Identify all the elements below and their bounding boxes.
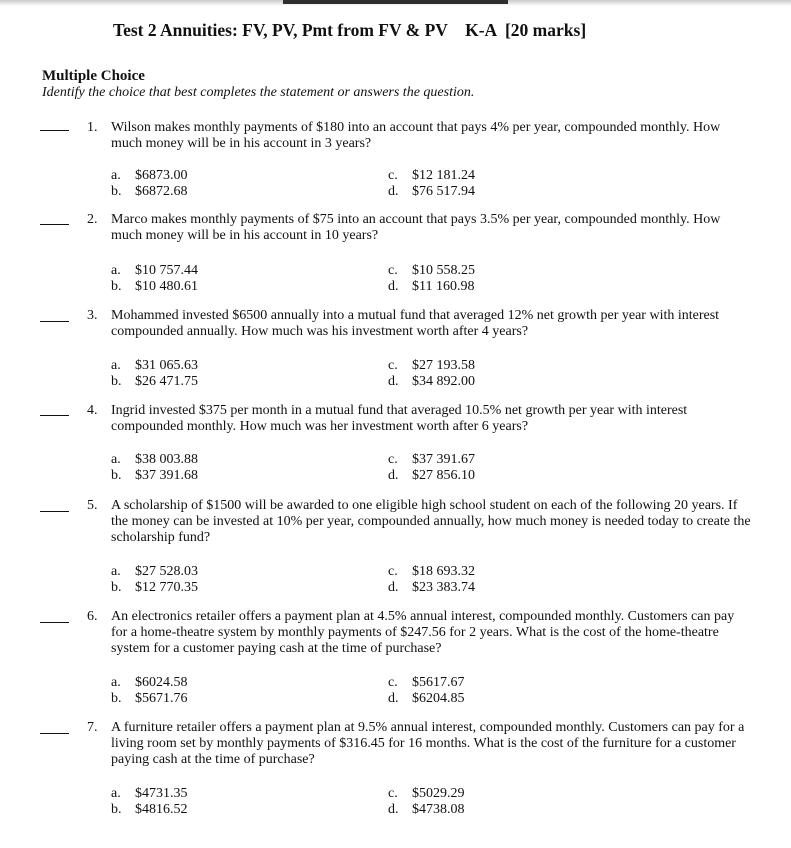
question-text: An electronics retailer offers a payment plan at 4.5% annual interest, compounded monthly. Customers can pay for a home-theatre system by monthly payments of $247.56 for 2 years. What is the cost of the home-theatre system for a customer paying cash at the time of purchase?: [111, 609, 735, 656]
option-d: d. $4738.08: [388, 802, 465, 817]
option-d: d. $11 160.98: [388, 279, 475, 294]
answer-blank[interactable]: [40, 622, 69, 623]
answer-blank[interactable]: [40, 130, 69, 131]
option-c: c. $27 193.58: [388, 358, 475, 373]
question-text: Wilson makes monthly payments of $180 into an account that pays 4% per year, compounded monthly. How much money will be in his account in 3 years?: [111, 120, 721, 151]
option-b: b. $26 471.75: [111, 374, 198, 389]
option-b: b. $5671.76: [111, 691, 188, 706]
question-number: 7.: [87, 720, 98, 735]
question-number: 4.: [87, 403, 98, 418]
option-a: a. $31 065.63: [111, 358, 198, 373]
option-c: c. $10 558.25: [388, 263, 475, 278]
question-number: 1.: [87, 120, 98, 135]
question-text: Mohammed invested $6500 annually into a mutual fund that averaged 12% net growth per year with interest compounded annually. How much was his investment worth after 4 years?: [111, 308, 720, 339]
option-a: a. $6873.00: [111, 168, 188, 183]
answer-blank[interactable]: [40, 224, 69, 225]
option-c: c. $18 693.32: [388, 564, 475, 579]
answer-blank[interactable]: [40, 733, 69, 734]
option-b: b. $12 770.35: [111, 580, 198, 595]
option-b: b. $6872.68: [111, 184, 188, 199]
option-a: a. $6024.58: [111, 675, 188, 690]
question-text: Marco makes monthly payments of $75 into an account that pays 3.5% per year, compounded monthly. How much money will be in his account in 10 years?: [111, 212, 721, 243]
option-a: a. $4731.35: [111, 786, 188, 801]
page-title: Test 2 Annuities: FV, PV, Pmt from FV & PV K-A [20 marks]: [113, 20, 587, 40]
top-dark-bar: [283, 0, 508, 4]
question-text: A scholarship of $1500 will be awarded to one eligible high school student on each of the following 20 years. If the money can be invested at 10% per year, compounded annually, how much money is needed today to create the scholarship fund?: [111, 498, 751, 545]
option-d: d. $27 856.10: [388, 468, 475, 483]
option-c: c. $5617.67: [388, 675, 465, 690]
answer-blank[interactable]: [40, 415, 69, 416]
option-d: d. $34 892.00: [388, 374, 475, 389]
question-text: A furniture retailer offers a payment plan at 9.5% annual interest, compounded monthly. Customers can pay for a living room set by monthly payments of $316.45 for 16 months. What is the cost of the furniture for a customer paying cash at the time of purchase?: [111, 720, 745, 767]
option-c: c. $37 391.67: [388, 452, 475, 467]
question-number: 6.: [87, 609, 98, 624]
option-d: d. $76 517.94: [388, 184, 475, 199]
option-d: d. $23 383.74: [388, 580, 475, 595]
option-c: c. $12 181.24: [388, 168, 475, 183]
section-title: Multiple Choice: [42, 68, 145, 84]
option-b: b. $10 480.61: [111, 279, 198, 294]
question-number: 5.: [87, 498, 98, 513]
answer-blank[interactable]: [40, 511, 69, 512]
question-number: 2.: [87, 212, 98, 227]
option-b: b. $4816.52: [111, 802, 188, 817]
answer-blank[interactable]: [40, 321, 69, 322]
question-number: 3.: [87, 308, 98, 323]
section-instructions: Identify the choice that best completes the statement or answers the question.: [42, 85, 475, 100]
option-a: a. $10 757.44: [111, 263, 198, 278]
option-d: d. $6204.85: [388, 691, 465, 706]
option-c: c. $5029.29: [388, 786, 465, 801]
option-a: a. $27 528.03: [111, 564, 198, 579]
option-b: b. $37 391.68: [111, 468, 198, 483]
option-a: a. $38 003.88: [111, 452, 198, 467]
question-text: Ingrid invested $375 per month in a mutual fund that averaged 10.5% net growth per year with interest compounded monthly. How much was her investment worth after 6 years?: [111, 403, 688, 434]
